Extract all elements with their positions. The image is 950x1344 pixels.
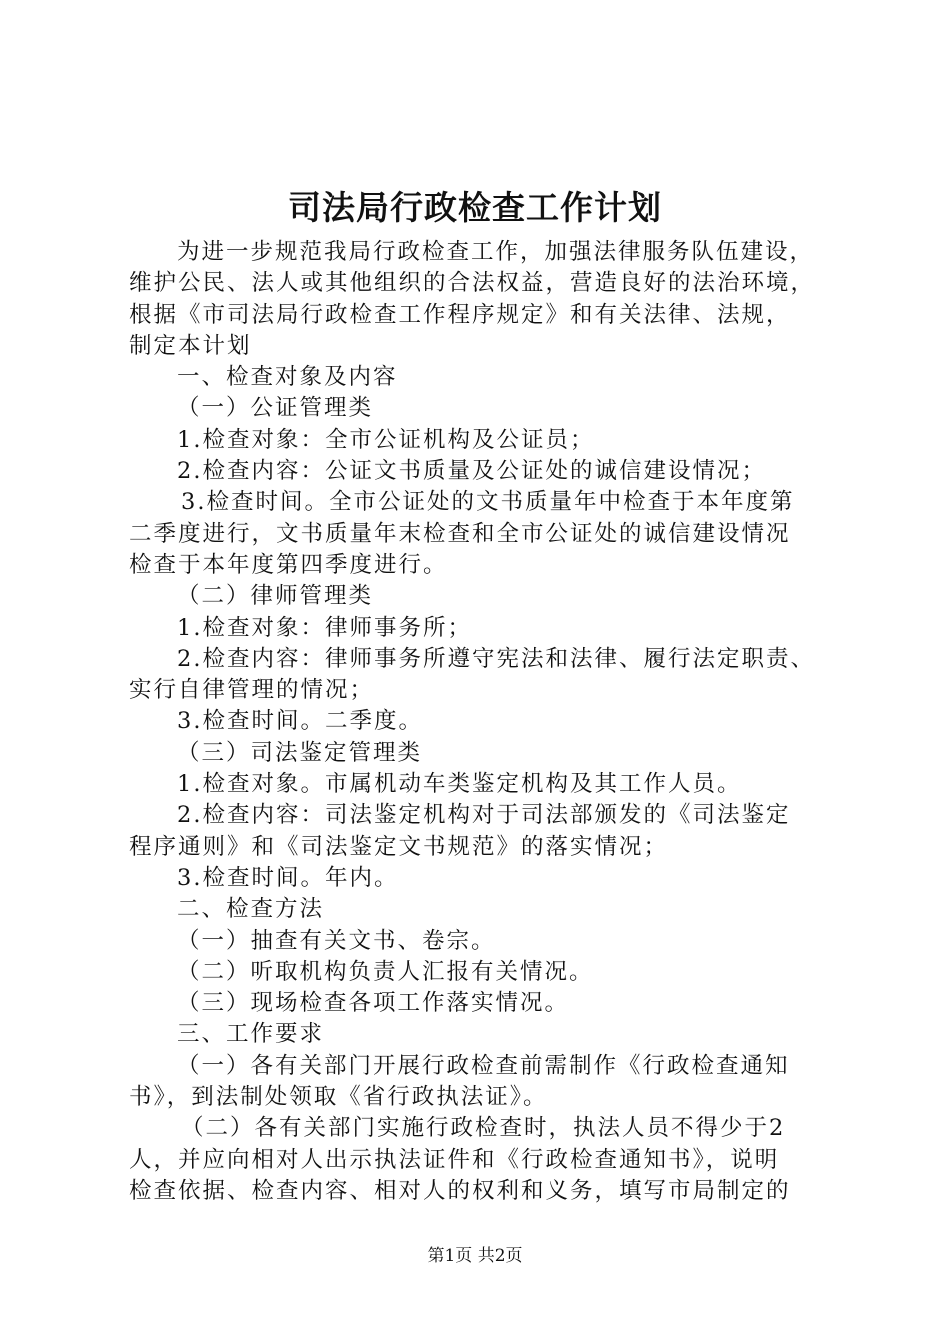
document-title: 司法局行政检查工作计划: [288, 188, 662, 227]
body-line: 3.检查时间。二季度。: [177, 708, 423, 735]
body-line: 实行自律管理的情况；: [129, 677, 375, 704]
body-line: （二）听取机构负责人汇报有关情况。: [177, 958, 594, 985]
body-line: 根据《市司法局行政检查工作程序规定》和有关法律、法规，: [129, 301, 791, 328]
body-line: （一）抽查有关文书、卷宗。: [177, 927, 496, 954]
body-line: 程序通则》和《司法鉴定文书规范》的落实情况；: [129, 833, 669, 860]
body-line: 二季度进行，文书质量年末检查和全市公证处的诚信建设情况: [129, 520, 791, 547]
body-line: 检查于本年度第四季度进行。: [129, 551, 448, 578]
body-line: （二）各有关部门实施行政检查时，执法人员不得少于2: [181, 1115, 786, 1142]
body-line: 2.检查内容：律师事务所遵守宪法和法律、履行法定职责、: [177, 645, 815, 672]
body-line: 1.检查对象：律师事务所；: [177, 614, 472, 641]
section-heading: 三、工作要求: [177, 1021, 325, 1048]
body-line: 维护公民、法人或其他组织的合法权益，营造良好的法治环境，: [129, 270, 816, 297]
body-line: 检查依据、检查内容、相对人的权利和义务，填写市局制定的: [129, 1177, 791, 1204]
subsection-heading: （二）律师管理类: [177, 583, 374, 610]
section-heading: 一、检查对象及内容: [177, 364, 398, 391]
body-line: 2.检查内容：公证文书质量及公证处的诚信建设情况；: [177, 458, 766, 485]
body-line: 2.检查内容：司法鉴定机构对于司法部颁发的《司法鉴定: [177, 802, 791, 829]
body-line: 书》，到法制处领取《省行政执法证》。: [129, 1084, 548, 1111]
body-line: 3.检查时间。全市公证处的文书质量年中检查于本年度第: [181, 489, 795, 516]
body-line: 人，并应向相对人出示执法证件和《行政检查通知书》，说明: [129, 1146, 780, 1173]
section-heading: 二、检查方法: [177, 896, 325, 923]
body-line: 3.检查时间。年内。: [177, 864, 399, 891]
body-line: 1.检查对象。市属机动车类鉴定机构及其工作人员。: [177, 771, 742, 798]
subsection-heading: （三）司法鉴定管理类: [177, 739, 423, 766]
subsection-heading: （一）公证管理类: [177, 395, 374, 422]
document-body: [129, 237, 829, 1207]
body-line: （三）现场检查各项工作落实情况。: [177, 990, 570, 1017]
body-line: 为进一步规范我局行政检查工作，加强法律服务队伍建设，: [177, 239, 815, 265]
page-indicator: 第1页 共2页: [427, 1246, 523, 1266]
body-line: 制定本计划: [129, 332, 252, 359]
body-line: （一）各有关部门开展行政检查前需制作《行政检查通知: [177, 1052, 790, 1079]
page-footer: [0, 1244, 950, 1268]
body-line: 1.检查对象：全市公证机构及公证员；: [177, 426, 595, 453]
